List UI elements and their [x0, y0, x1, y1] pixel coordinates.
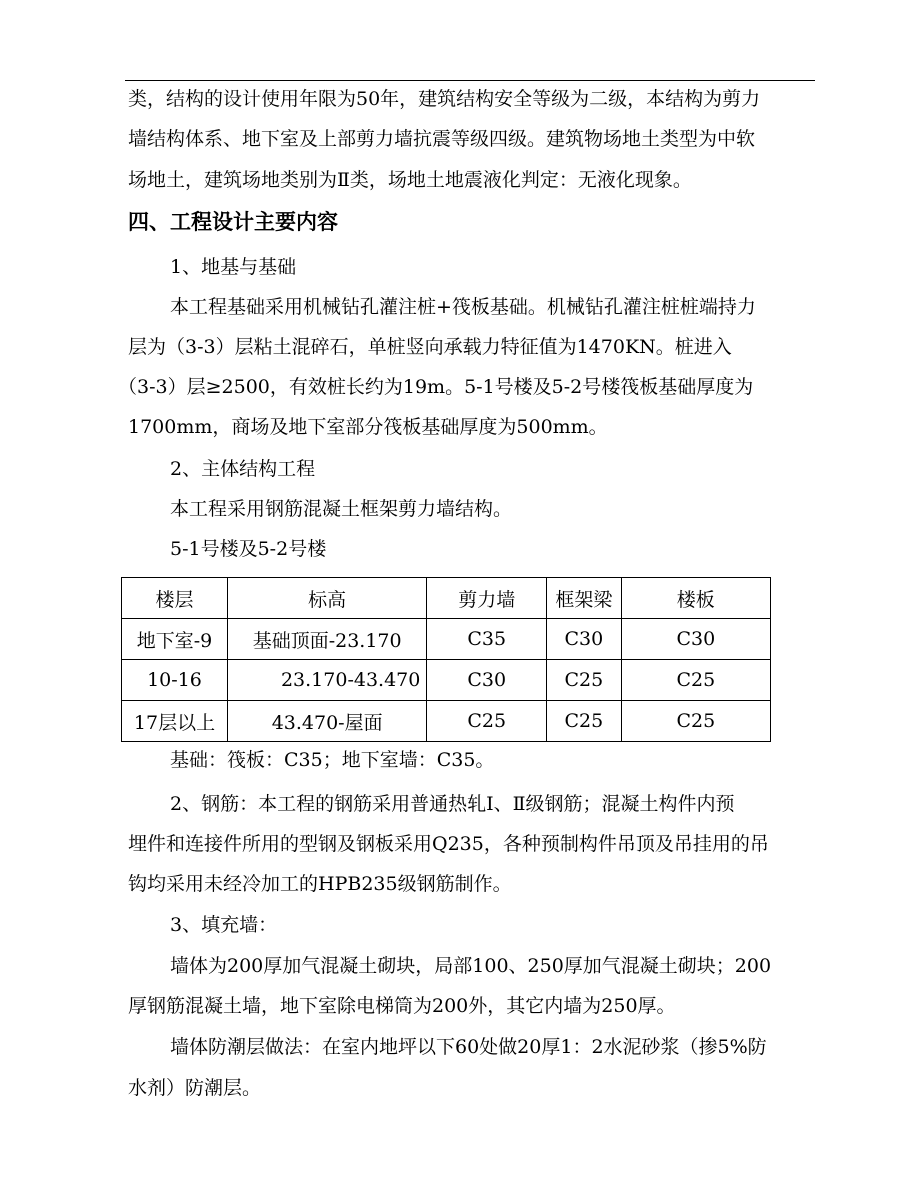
table-cell: 10-16 — [122, 660, 228, 701]
concrete-grade-table — [121, 577, 771, 742]
table-cell: C25 — [621, 660, 770, 701]
subsection-heading: 2、主体结构工程 — [170, 458, 316, 480]
paragraph-line: （3-3）层≥2500，有效桩长约为19m。5-1号楼及5-2号楼筏板基础厚度为 — [118, 376, 754, 398]
paragraph-line: 基础：筏板：C35；地下室墙：C35。 — [170, 749, 495, 771]
paragraph-line: 墙结构体系、地下室及上部剪力墙抗震等级四级。建筑物场地土类型为中软 — [128, 128, 756, 150]
table-cell: C35 — [427, 619, 547, 660]
table-cell: C30 — [621, 619, 770, 660]
paragraph-line: 类，结构的设计使用年限为50年，建筑结构安全等级为二级，本结构为剪力 — [128, 88, 761, 110]
paragraph-line: 埋件和连接件所用的型钢及钢板采用Q235，各种预制构件吊顶及吊挂用的吊 — [128, 833, 769, 855]
table-cell: 23.170-43.470 — [227, 660, 426, 701]
paragraph-line: 本工程基础采用机械钻孔灌注桩+筏板基础。机械钻孔灌注桩桩端持力 — [170, 296, 756, 318]
table-cell: 基础顶面-23.170 — [227, 619, 426, 660]
paragraph-line: 墙体防潮层做法：在室内地坪以下60处做20厚1：2水泥砂浆（掺5%防 — [170, 1036, 767, 1058]
paragraph-line: 本工程采用钢筋混凝土框架剪力墙结构。 — [170, 498, 513, 520]
table-header-cell: 框架梁 — [547, 578, 621, 619]
subsection-heading: 3、填充墙： — [170, 914, 278, 936]
table-cell: 43.470-屋面 — [227, 701, 426, 742]
header-rule — [125, 80, 815, 81]
table-cell: C30 — [427, 660, 547, 701]
paragraph-line: 墙体为200厚加气混凝土砌块，局部100、250厚加气混凝土砌块；200 — [170, 955, 772, 977]
table-cell: C25 — [547, 701, 621, 742]
table-header-cell: 楼层 — [122, 578, 228, 619]
table-cell: C25 — [547, 660, 621, 701]
table-row — [122, 660, 771, 701]
section-heading: 四、工程设计主要内容 — [128, 209, 338, 234]
table-cell: 17层以上 — [122, 701, 228, 742]
paragraph-line: 钩均采用未经冷加工的HPB235级钢筋制作。 — [128, 873, 512, 895]
table-cell: C25 — [621, 701, 770, 742]
paragraph-line: 场地土，建筑场地类别为Ⅱ类，场地土地震液化判定：无液化现象。 — [128, 169, 692, 191]
table-header-cell: 楼板 — [621, 578, 770, 619]
table-row — [122, 619, 771, 660]
table-row — [122, 701, 771, 742]
table-header-cell: 剪力墙 — [427, 578, 547, 619]
paragraph-line: 水剂）防潮层。 — [128, 1077, 262, 1099]
table-cell: 地下室-9 — [122, 619, 228, 660]
paragraph-line: 1700mm，商场及地下室部分筏板基础厚度为500mm。 — [128, 416, 608, 438]
paragraph-line: 层为（3-3）层粘土混碎石，单桩竖向承载力特征值为1470KN。桩进入 — [128, 336, 732, 358]
table-header-row — [122, 578, 771, 619]
table-cell: C30 — [547, 619, 621, 660]
table-header-cell: 标高 — [227, 578, 426, 619]
table-caption: 5-1号楼及5-2号楼 — [170, 538, 327, 560]
table-cell: C25 — [427, 701, 547, 742]
paragraph-line: 2、钢筋：本工程的钢筋采用普通热轧Ⅰ、Ⅱ级钢筋；混凝土构件内预 — [170, 793, 735, 815]
paragraph-line: 厚钢筋混凝土墙，地下室除电梯筒为200外，其它内墙为250厚。 — [128, 995, 676, 1017]
subsection-heading: 1、地基与基础 — [170, 256, 297, 278]
